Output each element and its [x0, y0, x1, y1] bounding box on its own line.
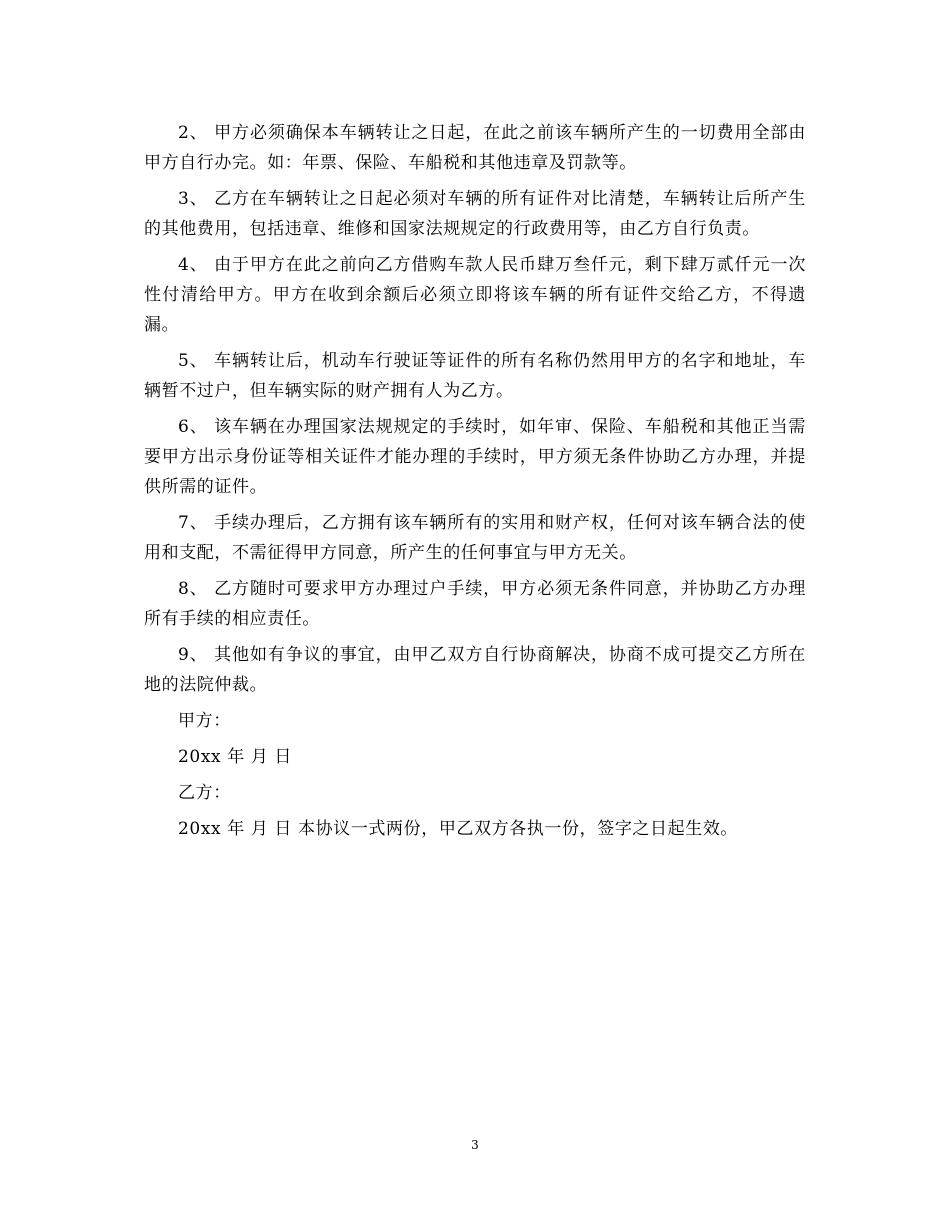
- party-b-date: 20xx 年 月 日 本协议一式两份，甲乙双方各执一份，签字之日起生效。: [178, 819, 739, 839]
- party-a-date: 20xx 年 月 日: [178, 747, 293, 767]
- clause-5: 5、 车辆转让后，机动车行驶证等证件的所有名称仍然用甲方的名字和地址，车辆暂不过户，但车辆实际的财产拥有人为乙方。: [144, 351, 806, 401]
- party-b-label: 乙方：: [178, 783, 231, 803]
- clause-3: 3、 乙方在车辆转让之日起必须对车辆的所有证件对比清楚，车辆转让后所产生的其他费用，包括违章、维修和国家法规规定的行政费用等，由乙方自行负责。: [144, 189, 806, 239]
- party-a-label: 甲方：: [178, 711, 231, 731]
- clause-2: 2、 甲方必须确保本车辆转让之日起，在此之前该车辆所产生的一切费用全部由甲方自行办完。如：年票、保险、车船税和其他违章及罚款等。: [144, 123, 806, 173]
- clause-7: 7、 手续办理后，乙方拥有该车辆所有的实用和财产权，任何对该车辆合法的使用和支配，不需征得甲方同意，所产生的任何事宜与甲方无关。: [144, 513, 806, 563]
- clause-6: 6、 该车辆在办理国家法规规定的手续时，如年审、保险、车船税和其他正当需要甲方出示身份证等相关证件才能办理的手续时，甲方须无条件协助乙方办理，并提供所需的证件。: [144, 417, 806, 497]
- clause-8: 8、 乙方随时可要求甲方办理过户手续，甲方必须无条件同意，并协助乙方办理所有手续的相应责任。: [144, 579, 806, 629]
- page-number: 3: [471, 1138, 479, 1152]
- clause-9: 9、 其他如有争议的事宜，由甲乙双方自行协商解决，协商不成可提交乙方所在地的法院仲裁。: [144, 645, 806, 695]
- clause-4: 4、 由于甲方在此之前向乙方借购车款人民币肆万叁仟元，剩下肆万贰仟元一次性付清给甲方。甲方在收到余额后必须立即将该车辆的所有证件交给乙方，不得遗漏。: [144, 255, 806, 335]
- document-body: [144, 118, 806, 850]
